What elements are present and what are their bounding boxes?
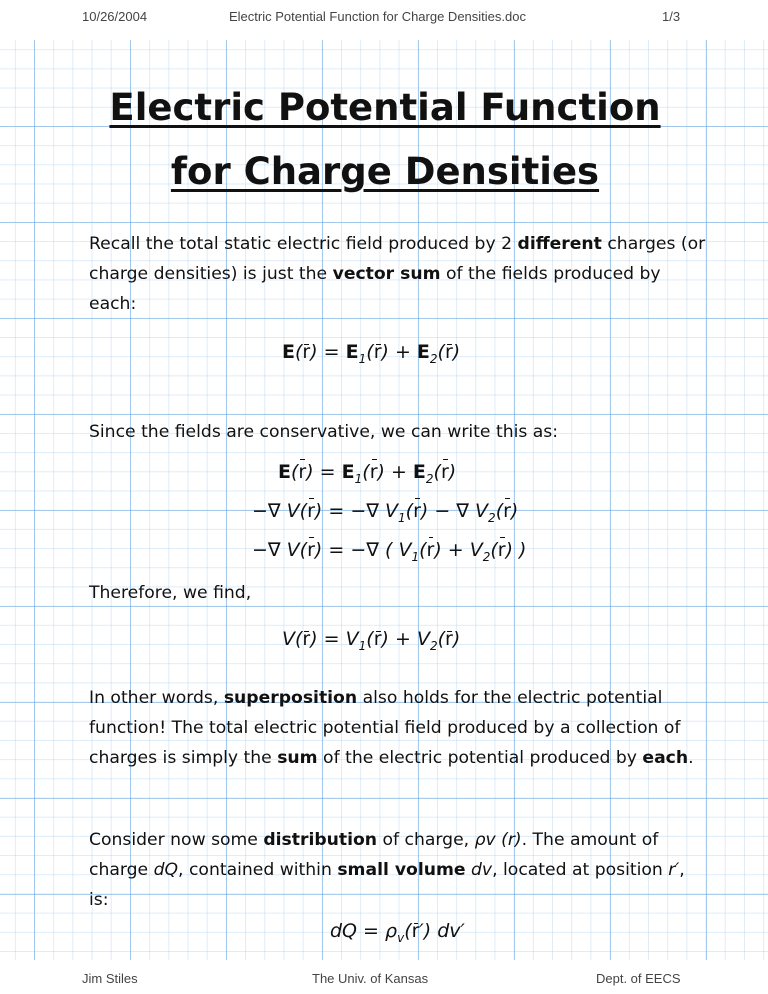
- page-footer: [0, 960, 768, 994]
- title-line-1: Electric Potential Function: [109, 86, 661, 129]
- footer-author: Jim Stiles: [82, 971, 138, 986]
- equation-potential-sum: $V(r) = V_1(r) + V_2(r)$: [282, 628, 461, 653]
- paragraph-conservative: Since the fields are conservative, we can write this as:: [89, 422, 559, 442]
- page-title: [60, 76, 710, 204]
- page-header: [0, 0, 768, 40]
- paragraph-distribution: Consider now some distribution of charge, ρv (r). The amount of charge dQ, contained within small volume dv, located at position r′, is:: [89, 830, 685, 910]
- equation-dq: dQ = $\rho_v(r')$ dv′: [330, 920, 465, 945]
- rho-v-symbol: ρv (r): [474, 830, 522, 850]
- paragraph-therefore: Therefore, we find,: [89, 583, 252, 603]
- footer-university: The Univ. of Kansas: [312, 971, 429, 986]
- r-prime-symbol: r′: [668, 860, 680, 880]
- equation-gradient-block: $E(r) = E_1(r) + E_2(r)$ −∇ V(r) = −∇ $V_1(r)$ − ∇ $V_2(r)$ −∇ V(r) = −∇ ( $V_1(r) + V_2(r)$ ): [252, 456, 526, 572]
- footer-department: Dept. of EECS: [596, 971, 681, 986]
- header-page-number: 1/3: [662, 9, 681, 24]
- equation-field-sum: $E(r) = E_1(r) + E_2(r)$: [282, 341, 461, 366]
- header-date: 10/26/2004: [82, 9, 148, 24]
- paragraph-superposition: In other words, superposition also holds for the electric potential function! The total electric potential field produced by a collection of charges is simply the sum of the electric potential produced by each.: [89, 688, 694, 768]
- header-filename: Electric Potential Function for Charge Densities.doc: [229, 9, 526, 24]
- title-line-2: for Charge Densities: [170, 150, 600, 193]
- paragraph-intro: Recall the total static electric field produced by 2 different charges (or charge densities) is just the vector sum of the fields produced by each:: [89, 234, 706, 314]
